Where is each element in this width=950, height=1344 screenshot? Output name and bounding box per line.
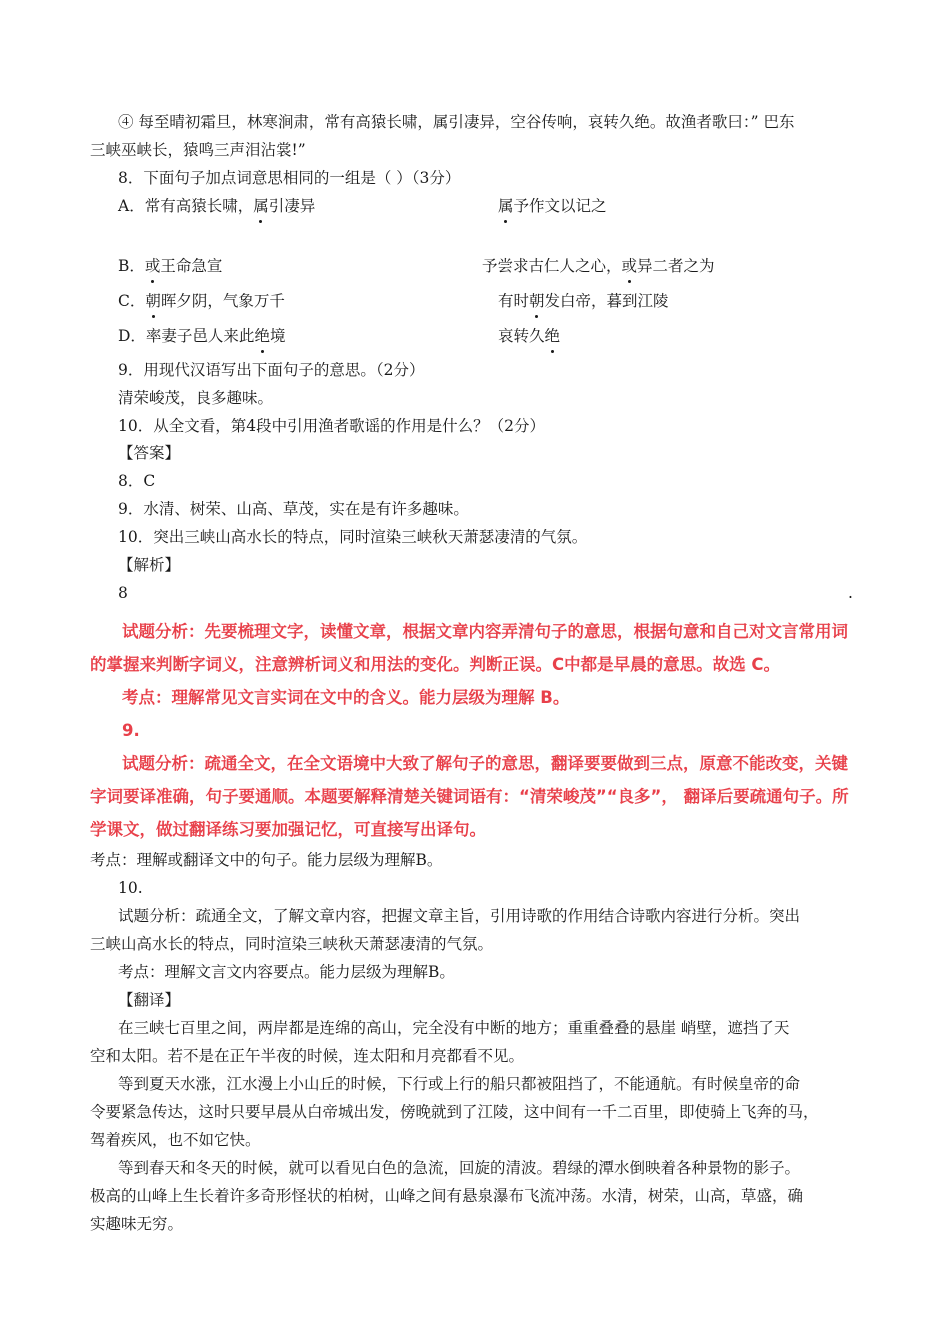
dotted-word: 或: [621, 257, 638, 275]
analysis-8-trailing-dot: .: [848, 584, 853, 602]
question-9: 9．用现代汉语写出下面句子的意思。（2分）: [118, 361, 425, 379]
option-text: 予作文以记之: [513, 197, 607, 215]
q8-option-d-right: [498, 326, 560, 346]
option-text: 异二者之为: [637, 257, 715, 275]
q8-option-a-right: [498, 196, 607, 216]
analysis-9-red-line-3: 学课文，做过翻译练习要加强记忆，可直接写出译句。: [90, 820, 486, 839]
passage-paragraph-4-line-1: ④ 每至晴初霜旦，林寒涧肃，常有高猿长啸，属引凄异，空谷传响，哀转久绝。故渔者歌曰：” 巴东: [118, 113, 795, 131]
dotted-word: 属: [498, 197, 514, 215]
dotted-word: 朝: [529, 292, 545, 310]
q8-option-b-left: [118, 256, 222, 276]
q8-option-c-left: [118, 291, 285, 311]
q8-option-b-right: [482, 256, 715, 276]
analysis-9-red-number: 9.: [122, 721, 140, 740]
analysis-9-red-line-1: 试题分析：疏通全文，在全文语境中大致了解句子的意思，翻译要要做到三点，原意不能改变，关键: [122, 754, 848, 773]
translation-p3-line-3: 实趣味无穷。: [90, 1215, 184, 1233]
answer-heading: 【答案】: [118, 444, 181, 462]
option-text: C．: [118, 292, 146, 310]
option-text: 王命急宣: [160, 257, 223, 275]
analysis-9-red-line-2: 字词要译准确，句子要通顺。本题要解释清楚关键词语有：“清荣峻茂”“良多”， 翻译后要疏通句子。所: [90, 787, 849, 806]
translation-p1-line-1: 在三峡七百里之间，两岸都是连绵的高山，完全没有中断的地方；重重叠叠的悬崖 峭壁，遮挡了天: [118, 1019, 790, 1037]
translation-heading: 【翻译】: [118, 991, 181, 1009]
analysis-10-number: 10.: [118, 879, 143, 897]
dotted-word: 绝: [544, 327, 561, 345]
analysis-8-red-line-2: 的掌握来判断字词义，注意辨析词义和用法的变化。判断正误。C中都是早晨的意思。故选 C。: [90, 655, 780, 674]
option-text: 引凄异: [268, 197, 316, 215]
option-text: A．常有高猿长啸，: [118, 197, 254, 215]
option-text: 发白帝，暮到江陵: [544, 292, 669, 310]
translation-p2-line-3: 驾着疾风，也不如它快。: [90, 1131, 261, 1149]
option-text: 哀转久: [498, 327, 545, 345]
option-text: 有时: [498, 292, 530, 310]
q8-option-d-left: [118, 326, 285, 346]
dotted-word: 或: [144, 257, 161, 275]
option-text: D．率妻子邑人来此: [118, 327, 255, 345]
translation-p1-line-2: 空和太阳。若不是在正午半夜的时候，连太阳和月亮都看不见。: [90, 1047, 525, 1065]
option-text: 晖夕阴，气象万千: [160, 292, 285, 310]
question-9-sentence: 清荣峻茂，良多趣味。: [118, 389, 274, 407]
translation-p3-line-2: 极高的山峰上生长着许多奇形怪状的柏树，山峰之间有悬泉瀑布飞流冲荡。水清，树荣，山高，草盛，确: [90, 1187, 804, 1205]
option-text: B．: [118, 257, 145, 275]
analysis-heading: 【解析】: [118, 556, 181, 574]
translation-p2-line-2: 令要紧急传达，这时只要早晨从白帝城出发，傍晚就到了江陵，这中间有一千二百里，即使骑上飞奔的马，: [90, 1103, 819, 1121]
passage-paragraph-4-line-2: 三峡巫峡长，猿鸣三声泪沾裳!”: [90, 141, 306, 159]
question-10: 10．从全文看，第4段中引用渔者歌谣的作用是什么？（2分）: [118, 417, 545, 435]
translation-p3-line-1: 等到春天和冬天的时候，就可以看见白色的急流，回旋的清波。碧绿的潭水倒映着各种景物的影子。: [118, 1159, 801, 1177]
answer-9: 9．水清、树荣、山高、草茂，实在是有许多趣味。: [118, 500, 469, 518]
question-8: 8．下面句子加点词意思相同的一组是（ ）（3分）: [118, 169, 461, 187]
dotted-word: 属: [253, 197, 269, 215]
dotted-word: 绝: [254, 327, 270, 345]
analysis-8-red-keypoint: 考点：理解常见文言实词在文中的含义。能力层级为理解 B。: [122, 688, 570, 707]
q8-option-c-right: [498, 291, 669, 311]
analysis-10-line-2: 三峡山高水长的特点，同时渲染三峡秋天萧瑟凄清的气氛。: [90, 935, 494, 953]
analysis-10-line-1: 试题分析：疏通全文，了解文章内容，把握文章主旨，引用诗歌的作用结合诗歌内容进行分析。突出: [118, 907, 801, 925]
answer-8: 8．C: [118, 472, 156, 490]
q8-option-a-left: [118, 196, 315, 216]
analysis-10-keypoint: 考点：理解文言文内容要点。能力层级为理解B。: [118, 963, 455, 981]
answer-10: 10．突出三峡山高水长的特点，同时渲染三峡秋天萧瑟凄清的气氛。: [118, 528, 588, 546]
translation-p2-line-1: 等到夏天水涨，江水漫上小山丘的时候，下行或上行的船只都被阻挡了，不能通航。有时候皇帝的命: [118, 1075, 801, 1093]
dotted-word: 朝: [145, 292, 161, 310]
option-text: 予尝求古仁人之心，: [482, 257, 622, 275]
analysis-8-red-line-1: 试题分析：先要梳理文字，读懂文章，根据文章内容弄清句子的意思，根据句意和自己对文言常用词: [122, 622, 848, 641]
option-text: 境: [269, 327, 286, 345]
analysis-8-number: 8: [118, 584, 128, 602]
analysis-9-keypoint: 考点：理解或翻译文中的句子。能力层级为理解B。: [90, 851, 443, 869]
